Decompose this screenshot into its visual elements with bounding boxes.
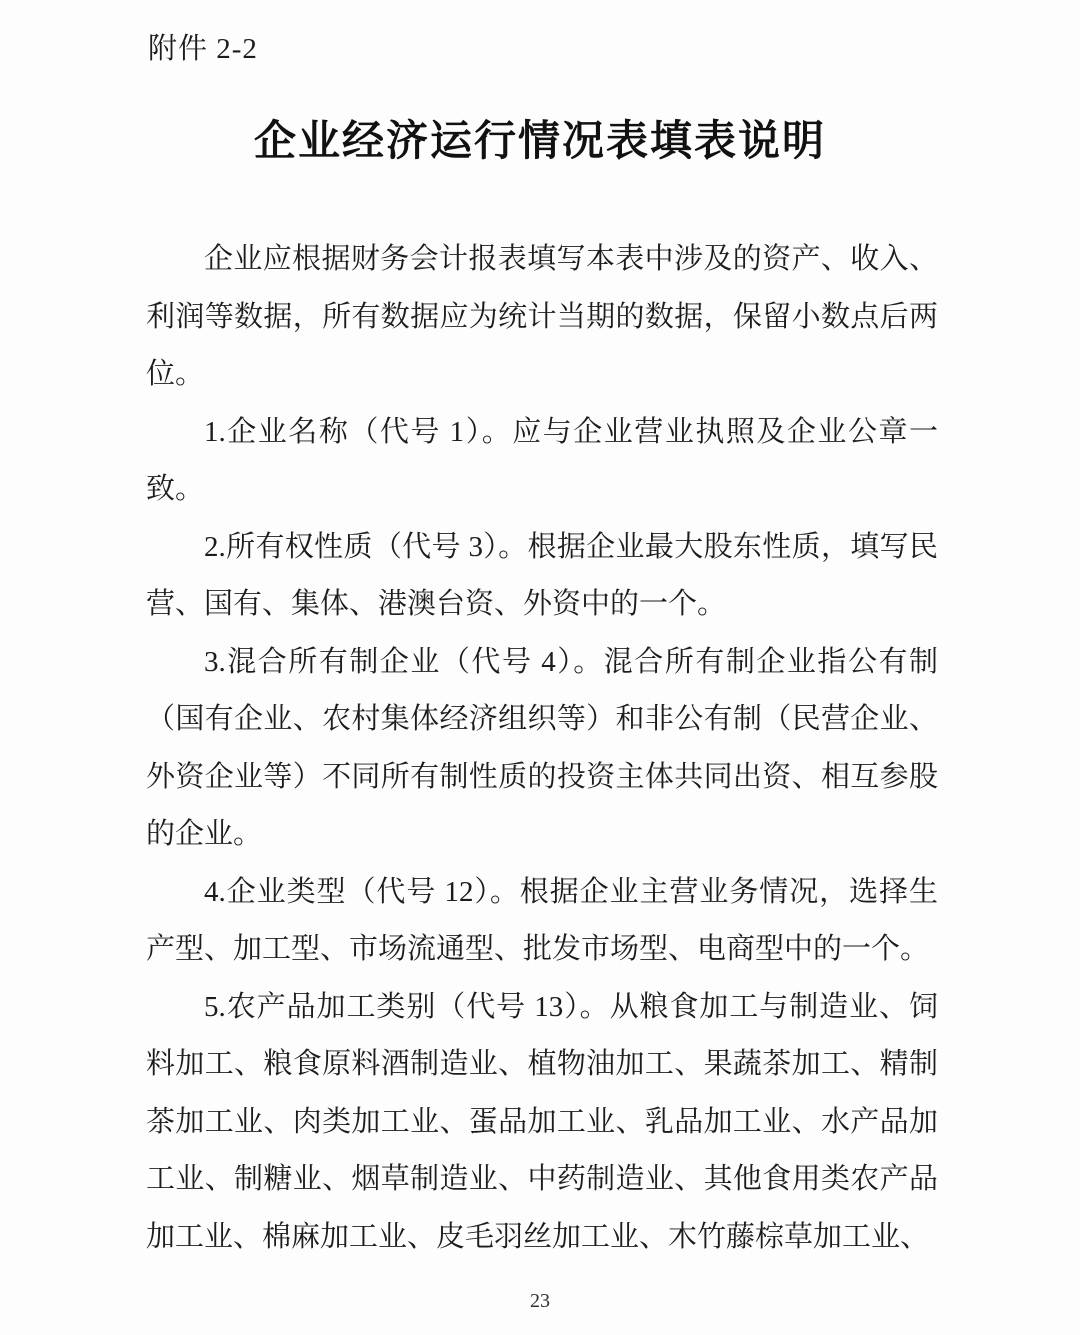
- paragraph-item-5-processing-category: 5.农产品加工类别（代号 13）。从粮食加工与制造业、饲料加工、粮食原料酒制造业、植物油加工、果蔬茶加工、精制茶加工业、肉类加工业、蛋品加工业、乳品加工业、水产品加工业、制糖业、烟草制造业、中药制造业、其他食用类农产品加工业、棉麻加工业、皮毛羽丝加工业、木竹藤棕草加工业、: [146, 990, 938, 1253]
- page-title: 企业经济运行情况表填表说明: [253, 119, 826, 165]
- paragraph-item-2-ownership-nature: 2.所有权性质（代号 3）。根据企业最大股东性质，填写民营、国有、集体、港澳台资、外资中的一个。: [146, 530, 938, 620]
- attachment-label: 附件 2-2: [148, 33, 258, 65]
- paragraph-item-4-enterprise-type: 4.企业类型（代号 12）。根据企业主营业务情况，选择生产型、加工型、市场流通型、批发市场型、电商型中的一个。: [146, 875, 938, 965]
- paragraph-item-3-mixed-ownership: 3.混合所有制企业（代号 4）。混合所有制企业指公有制（国有企业、农村集体经济组织等）和非公有制（民营企业、外资企业等）不同所有制性质的投资主体共同出资、相互参股的企业。: [146, 645, 938, 850]
- page-number: 23: [530, 1290, 550, 1312]
- document-body: [146, 231, 938, 1266]
- paragraph-item-1-enterprise-name: 1.企业名称（代号 1）。应与企业营业执照及企业公章一致。: [146, 415, 938, 505]
- paragraph-general-instructions: 企业应根据财务会计报表填写本表中涉及的资产、收入、利润等数据，所有数据应为统计当期的数据，保留小数点后两位。: [146, 243, 938, 390]
